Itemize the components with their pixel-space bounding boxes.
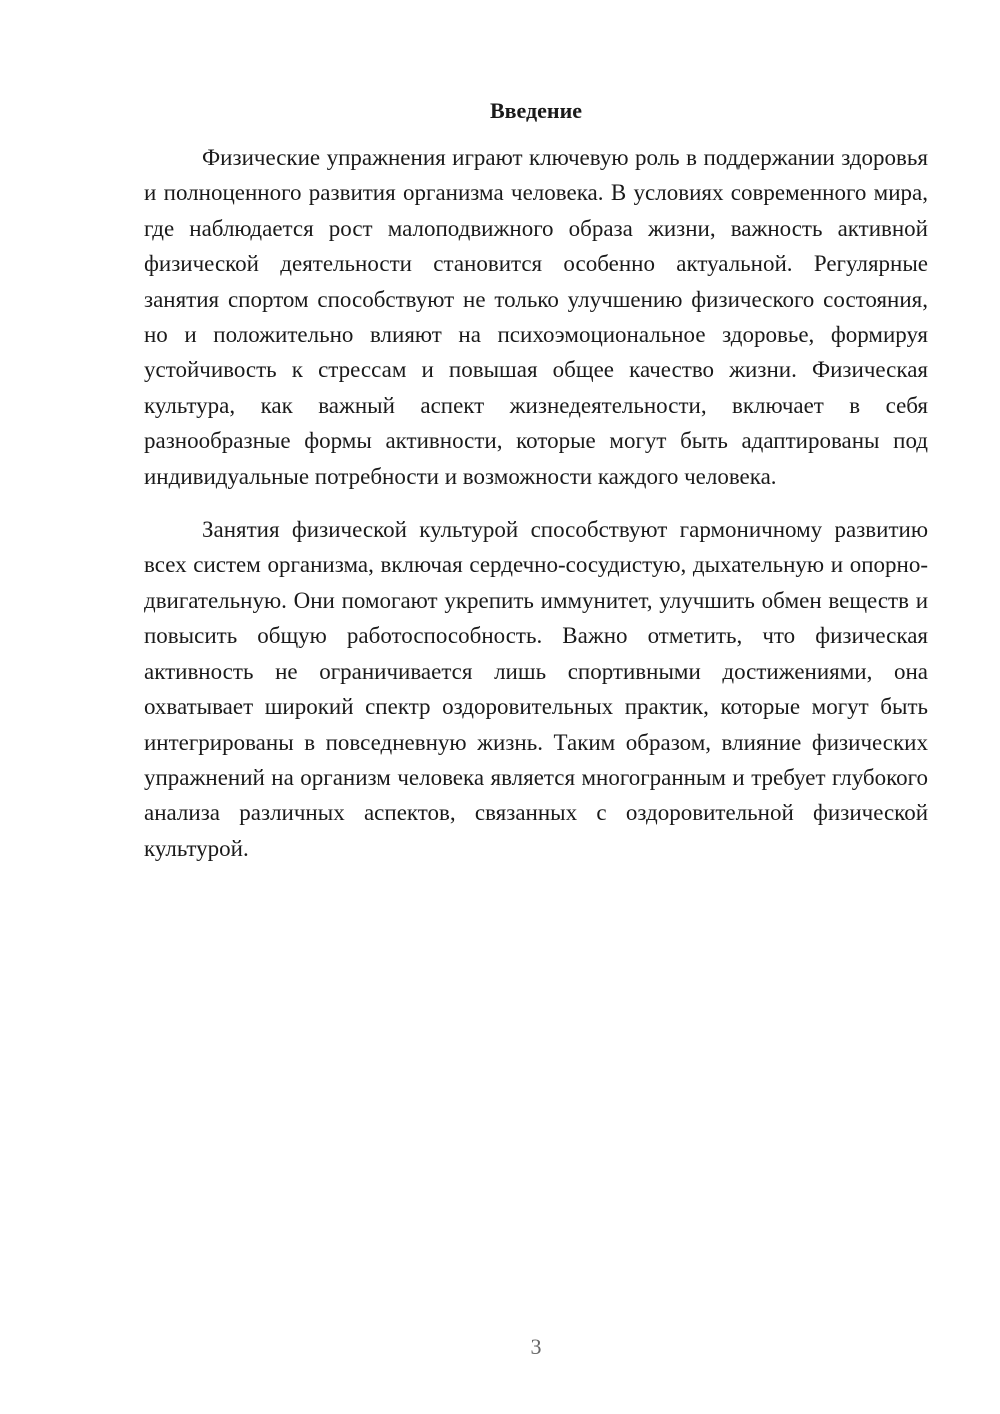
page-content bbox=[144, 96, 928, 866]
section-heading: Введение bbox=[489, 98, 583, 123]
paragraph-1: Физические упражнения играют ключевую роль в поддержании здоровья и полноценного развития организма человека. В условиях современного мира, где наблюдается рост малоподвижного образа жизни, важность активной физической деятельности становится особенно актуальной. Регулярные занятия спортом способствуют не только улучшению физического состояния, но и положительно влияют на психоэмоциональное здоровье, формируя устойчивость к стрессам и повышая общее качество жизни. Физическая культура, как важный аспект жизнедеятельности, включает в себя разнообразные формы активности, которые могут быть адаптированы под индивидуальные потребности и возможности каждого человека. bbox=[144, 145, 928, 489]
page-number: 3 bbox=[530, 1334, 542, 1359]
paragraph-2: Занятия физической культурой способствуют гармоничному развитию всех систем организма, включая сердечно-сосудистую, дыхательную и опорно-двигательную. Они помогают укрепить иммунитет, улучшить обмен веществ и повысить общую работоспособность. Важно отметить, что физическая активность не ограничивается лишь спортивными достижениями, она охватывает широкий спектр оздоровительных практик, которые могут быть интегрированы в повседневную жизнь. Таким образом, влияние физических упражнений на организм человека является многогранным и требует глубокого анализа различных аспектов, связанных с оздоровительной физической культурой. bbox=[144, 517, 928, 861]
